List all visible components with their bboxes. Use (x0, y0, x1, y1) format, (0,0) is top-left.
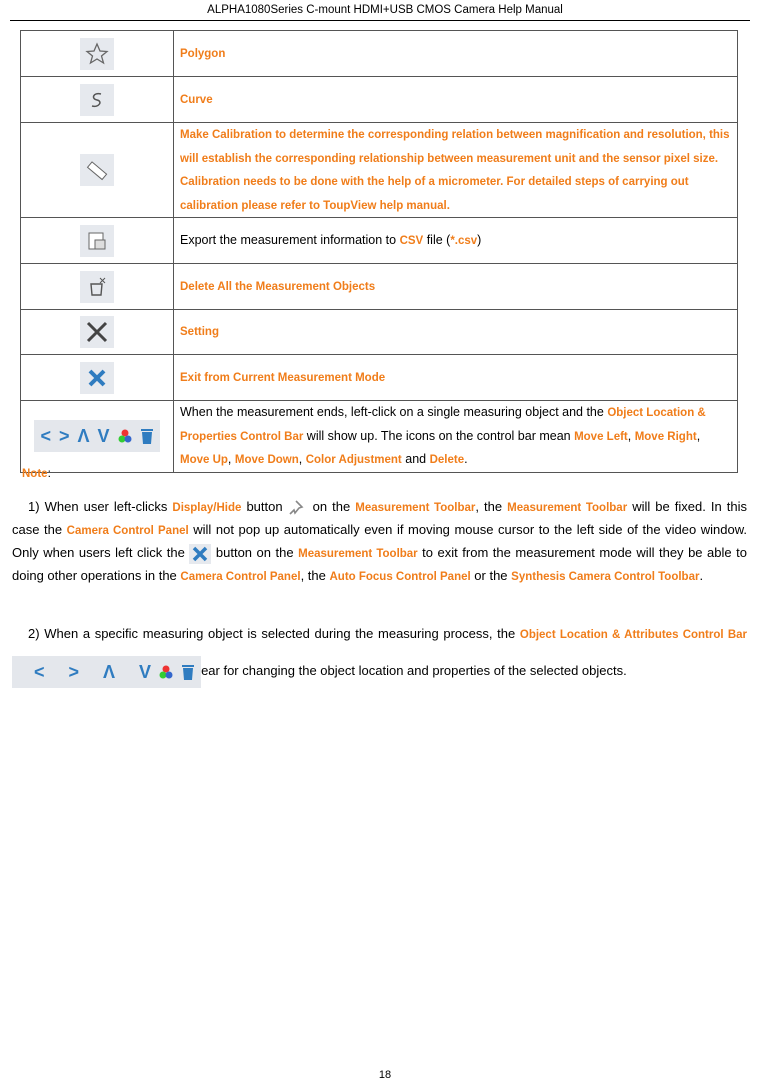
highlight-term: Object Location & Properties Control Bar (180, 407, 706, 443)
control-bar (34, 420, 159, 452)
text-segment: Export the measurement information to (180, 232, 400, 247)
icon-cell (21, 401, 174, 473)
highlight-term: Camera Control Panel (180, 571, 301, 583)
highlight-term: Color Adjustment (305, 454, 402, 466)
text-segment: , (696, 428, 701, 443)
highlight-term: Move Left (574, 430, 628, 443)
text-segment: will be fixed. In this case the (12, 499, 748, 537)
highlight-term: Exit from Current Measurement Mode (180, 371, 386, 384)
table-row (21, 401, 738, 473)
text-segment: , the (475, 499, 508, 514)
move-right-icon: > (58, 426, 70, 447)
highlight-term: Delete (429, 454, 465, 466)
table-row (21, 355, 738, 401)
highlight-term: Measurement Toolbar (298, 548, 418, 560)
text-segment: . (699, 568, 704, 583)
highlight-term: CSV (399, 234, 424, 247)
control-bar (12, 656, 201, 688)
icon-cell (21, 310, 174, 355)
curve-icon (80, 84, 114, 116)
highlight-term: Measurement Toolbar (355, 502, 476, 514)
setting-tools-icon (80, 316, 114, 348)
highlight-term: Polygon (180, 47, 226, 60)
icon-cell (21, 77, 174, 123)
move-up-icon: Λ (77, 426, 90, 447)
exit-x-icon (80, 362, 114, 394)
move-left-icon: < (34, 661, 45, 682)
text-segment: ear for changing the object location and properties of the selected objects. (201, 663, 627, 678)
icon-table (20, 30, 738, 473)
exit-x-icon (189, 544, 211, 564)
calibration-ruler-icon (80, 154, 114, 186)
description-cell (174, 310, 738, 355)
star-polygon-icon (80, 38, 114, 70)
icon-cell (21, 264, 174, 310)
description-cell (174, 123, 738, 218)
table-row (21, 218, 738, 264)
note-colon: : (47, 466, 51, 480)
color-adjustment-icon (159, 665, 173, 679)
text-segment: 2) When a specific measuring object is selected during the measuring process, the (28, 626, 520, 641)
highlight-term: Object Location & Attributes Control Bar (519, 629, 747, 641)
move-down-icon: V (97, 426, 110, 447)
page-number: 18 (378, 1069, 392, 1081)
text-segment: button on the (211, 545, 299, 560)
highlight-term: *.csv (450, 234, 478, 247)
move-left-icon: < (40, 426, 51, 447)
highlight-term: Synthesis Camera Control Toolbar (511, 571, 700, 583)
table-row (21, 77, 738, 123)
text-segment: , the (300, 568, 330, 583)
note-label (22, 466, 51, 480)
move-up-icon: Λ (103, 661, 116, 682)
delete-all-icon (80, 271, 114, 303)
table-row (21, 123, 738, 218)
text-segment: or the (470, 568, 512, 583)
move-right-icon: > (68, 661, 80, 682)
delete-icon (181, 663, 195, 681)
text-segment: will show up. The icons on the control bar mean (303, 428, 575, 443)
table-row (21, 31, 738, 77)
highlight-term: Move Down (234, 454, 299, 466)
text-segment: to exit from the measurement mode will they be able to doing other operations in the (12, 545, 747, 583)
delete-icon (140, 427, 154, 445)
table-row (21, 310, 738, 355)
note-text: Note (22, 468, 48, 480)
highlight-term: Auto Focus Control Panel (329, 571, 471, 583)
highlight-term: Make Calibration to determine the corresponding relation between magnification and resolution, this will establish the corresponding relationship between measurement unit and the sensor pixel size. Calibration needs to be done with the help of a micrometer. For detailed steps of carrying out calibration please refer to ToupView help manual. (180, 129, 730, 212)
text-segment: and (401, 452, 430, 466)
text-segment: , (298, 452, 306, 466)
text-segment: file ( (423, 232, 451, 247)
description-cell (174, 218, 738, 264)
note-paragraph-2 (12, 616, 747, 689)
export-csv-icon (80, 225, 114, 257)
text-segment: ) (477, 232, 482, 247)
text-segment: , (227, 452, 235, 466)
table-row (21, 264, 738, 310)
icon-cell (21, 123, 174, 218)
page-header: ALPHA1080Series C-mount HDMI+USB CMOS Camera Help Manual (207, 4, 563, 16)
text-segment: will not pop up automatically even if moving mouse cursor to the left side of the video window. Only when users left click the (12, 522, 747, 560)
highlight-term: Camera Control Panel (66, 525, 189, 537)
highlight-term: Curve (180, 93, 213, 106)
description-cell (174, 401, 738, 473)
text-segment: When the measurement ends, left-click on a single measuring object and the (180, 405, 608, 419)
color-adjustment-icon (118, 429, 132, 443)
description-cell (174, 355, 738, 401)
icon-cell (21, 355, 174, 401)
text-segment: . (464, 452, 468, 466)
highlight-term: Delete All the Measurement Objects (180, 280, 376, 293)
highlight-term: Setting (180, 326, 219, 339)
pin-icon (288, 499, 308, 517)
highlight-term: Move Right (634, 430, 697, 443)
note-paragraph-1 (12, 496, 747, 588)
description-cell (174, 77, 738, 123)
icon-cell (21, 31, 174, 77)
text-segment: , (627, 428, 635, 443)
highlight-term: Measurement Toolbar (507, 502, 628, 514)
description-cell (174, 31, 738, 77)
header-divider (10, 20, 750, 21)
highlight-term: Move Up (180, 454, 228, 466)
highlight-term: Display/Hide (172, 502, 242, 514)
text-segment: on the (307, 499, 356, 514)
icon-cell (21, 218, 174, 264)
move-down-icon: V (139, 661, 152, 682)
text-segment: 1) When user left-clicks (28, 499, 173, 514)
description-cell (174, 264, 738, 310)
text-segment: button (241, 499, 288, 514)
